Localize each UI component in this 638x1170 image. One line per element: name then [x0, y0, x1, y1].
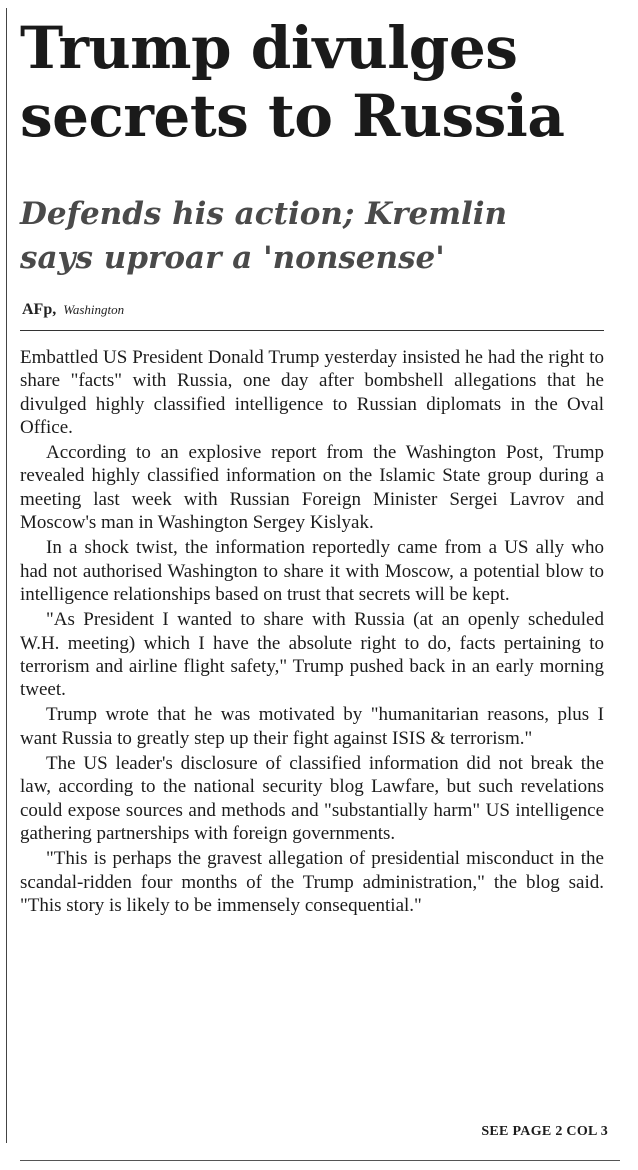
continuation-note: SEE PAGE 2 COL 3 — [481, 1124, 608, 1139]
headline-line-1: Trump divulges — [20, 14, 518, 82]
paragraph-4: "As President I wanted to share with Russia (at an openly scheduled W.H. meeting) which I have the absolute right to do, facts pertaining to terrorism and airline flight safety," Trump pushed back in an early morning tweet. — [20, 609, 604, 701]
paragraph-6: The US leader's disclosure of classified information did not break the law, according to the national security blog Lawfare, but such revelations could expose sources and methods and "substantially harm" US intelligence gathering partnerships with foreign governments. — [20, 753, 604, 844]
column-rule — [6, 8, 7, 1143]
headline — [20, 14, 620, 150]
paragraph-1: Embattled US President Donald Trump yesterday insisted he had the right to share "facts" with Russia, one day after bombshell allegations that he divulged highly classified intelligence to Russian diplomats in the Oval Office. — [20, 347, 604, 438]
subheadline-line-2: says uproar a 'nonsense' — [20, 240, 445, 276]
subheadline-line-1: Defends his action; Kremlin — [20, 196, 508, 232]
byline-location: Washington — [63, 302, 125, 317]
byline — [22, 300, 124, 320]
bottom-divider — [20, 1160, 620, 1161]
paragraph-5: Trump wrote that he was motivated by "humanitarian reasons, plus I want Russia to greatly step up their fight against ISIS & terrorism." — [20, 704, 604, 749]
article-body — [20, 346, 604, 919]
paragraph-2: According to an explosive report from the Washington Post, Trump revealed highly classified information on the Islamic State group during a meeting last week with Russian Foreign Minister Sergei Lavrov and Moscow's man in Washington Sergey Kislyak. — [20, 442, 604, 534]
paragraph-3: In a shock twist, the information reportedly came from a US ally who had not authorised Washington to share it with Moscow, a potential blow to intelligence relationships based on trust that secrets will be kept. — [20, 537, 604, 605]
byline-agency: AFp, — [22, 301, 57, 318]
subheadline — [20, 192, 620, 280]
paragraph-7: "This is perhaps the gravest allegation of presidential misconduct in the scandal-ridden four months of the Trump administration," the blog said. "This story is likely to be immensely consequential." — [20, 848, 604, 916]
headline-line-2: secrets to Russia — [20, 82, 565, 150]
byline-divider — [20, 330, 604, 331]
